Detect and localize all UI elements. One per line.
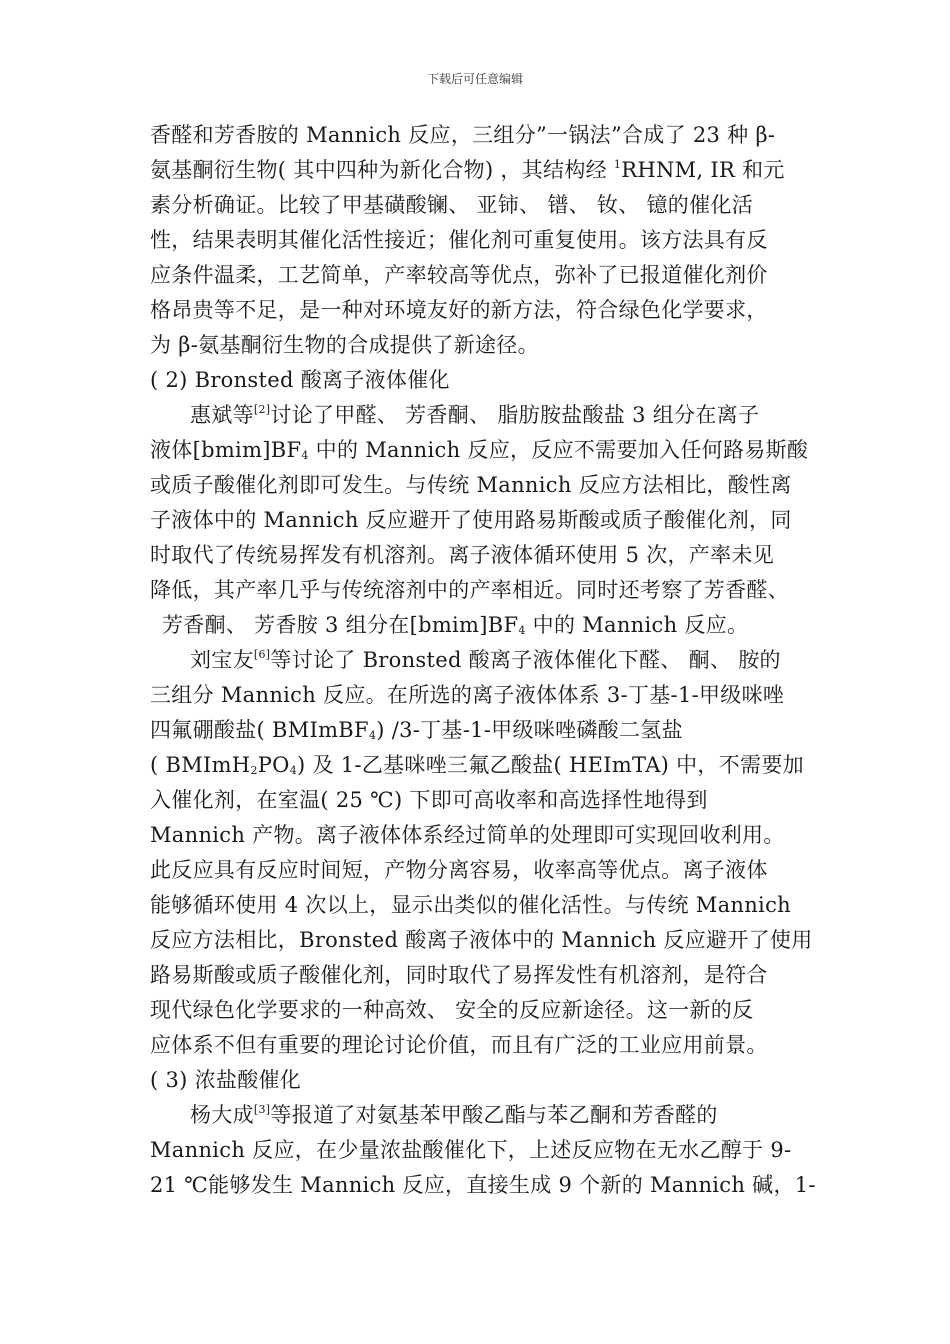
text-line: 格昂贵等不足，是一种对环境友好的新方法，符合绿色化学要求， bbox=[150, 298, 768, 322]
text-line: ( $BMImH_2PO_4$) 及 1-乙基咪唑三氟乙酸盐( HEImTA) 中，不需要加 bbox=[150, 753, 804, 777]
text-line: Mannich 反应，在少量浓盐酸催化下，上述反应物在无水乙醇于 9- bbox=[150, 1138, 792, 1162]
text-line: 路易斯酸或质子酸催化剂，同时取代了易挥发性有机溶剂，是符合 bbox=[150, 963, 768, 987]
document-body bbox=[150, 118, 840, 1203]
text-line: Mannich 产物。离子液体体系经过简单的处理即可实现回收利用。 bbox=[150, 823, 785, 847]
text-line: 应体系不但有重要的理论讨论价值，而且有广泛的工业应用前景。 bbox=[150, 1033, 768, 1057]
text-line: 为 β-氨基酮衍生物的合成提供了新途径。 bbox=[150, 333, 539, 357]
text-line: 21 ℃能够发生 Mannich 反应，直接生成 9 个新的 Mannich 碱，1- bbox=[150, 1173, 816, 1197]
text-line: 时取代了传统易挥发有机溶剂。离子液体循环使用 5 次，产率未见 bbox=[150, 543, 775, 567]
text-line: 芳香酮、 芳香胺 3 组分在$[bmim]BF_4$ 中的 Mannich 反应。 bbox=[162, 613, 749, 637]
text-line: 子液体中的 Mannich 反应避开了使用路易斯酸或质子酸催化剂，同 bbox=[150, 508, 792, 532]
text-line: 惠斌等[2]讨论了甲醛、 芳香酮、 脂肪胺盐酸盐 3 组分在离子 bbox=[190, 403, 760, 427]
text-line: 性，结果表明其催化活性接近；催化剂可重复使用。该方法具有反 bbox=[150, 228, 768, 252]
citation: [2] bbox=[253, 403, 271, 416]
text-line: 降低，其产率几乎与传统溶剂中的产率相近。同时还考察了芳香醛、 bbox=[150, 578, 789, 602]
page-header: 下载后可任意编辑 bbox=[426, 72, 523, 86]
text-line: 杨大成[3]等报道了对氨基苯甲酸乙酯与苯乙酮和芳香醛的 bbox=[190, 1103, 718, 1127]
citation: [3] bbox=[253, 1103, 271, 1116]
text-line: 素分析确证。比较了甲基磺酸镧、 亚铈、 镨、 钕、 镱的催化活 bbox=[150, 193, 753, 217]
text-line: 液体$[bmim]BF_4$ 中的 Mannich 反应，反应不需要加入任何路易斯酸 bbox=[150, 438, 809, 462]
citation: [6] bbox=[253, 648, 271, 661]
text-line: 能够循环使用 4 次以上，显示出类似的催化活性。与传统 Mannich bbox=[150, 893, 791, 917]
text-line: 应条件温柔，工艺简单，产率较高等优点，弥补了已报道催化剂价 bbox=[150, 263, 768, 287]
text-line: 四氟硼酸盐( BMImBF$_4$) /3-丁基-1-甲级咪唑磷酸二氢盐 bbox=[150, 718, 683, 742]
text-line: 或质子酸催化剂即可发生。与传统 Mannich 反应方法相比，酸性离 bbox=[150, 473, 792, 497]
text-line: 入催化剂，在室温( 25 ℃) 下即可高收率和高选择性地得到 bbox=[150, 788, 708, 812]
text-line: 香醛和芳香胺的 Mannich 反应，三组分”一锅法”合成了 23 种 β- bbox=[150, 123, 776, 147]
section-heading: ( 2) Bronsted 酸离子液体催化 bbox=[150, 368, 450, 392]
text-line: 刘宝友[6]等讨论了 Bronsted 酸离子液体催化下醛、 酮、 胺的 bbox=[190, 648, 781, 672]
text-line: 现代绿色化学要求的一种高效、 安全的反应新途径。这一新的反 bbox=[150, 998, 754, 1022]
section-heading: ( 3) 浓盐酸催化 bbox=[150, 1068, 302, 1092]
text-line: 此反应具有反应时间短，产物分离容易，收率高等优点。离子液体 bbox=[150, 858, 768, 882]
text-line: 氨基酮衍生物( 其中四种为新化合物) ，其结构经 $^1$RHNM, IR 和元 bbox=[150, 158, 785, 182]
text-line: 三组分 Mannich 反应。在所选的离子液体体系 3-丁基-1-甲级咪唑 bbox=[150, 683, 785, 707]
text-line: 反应方法相比，Bronsted 酸离子液体中的 Mannich 反应避开了使用 bbox=[150, 928, 813, 952]
